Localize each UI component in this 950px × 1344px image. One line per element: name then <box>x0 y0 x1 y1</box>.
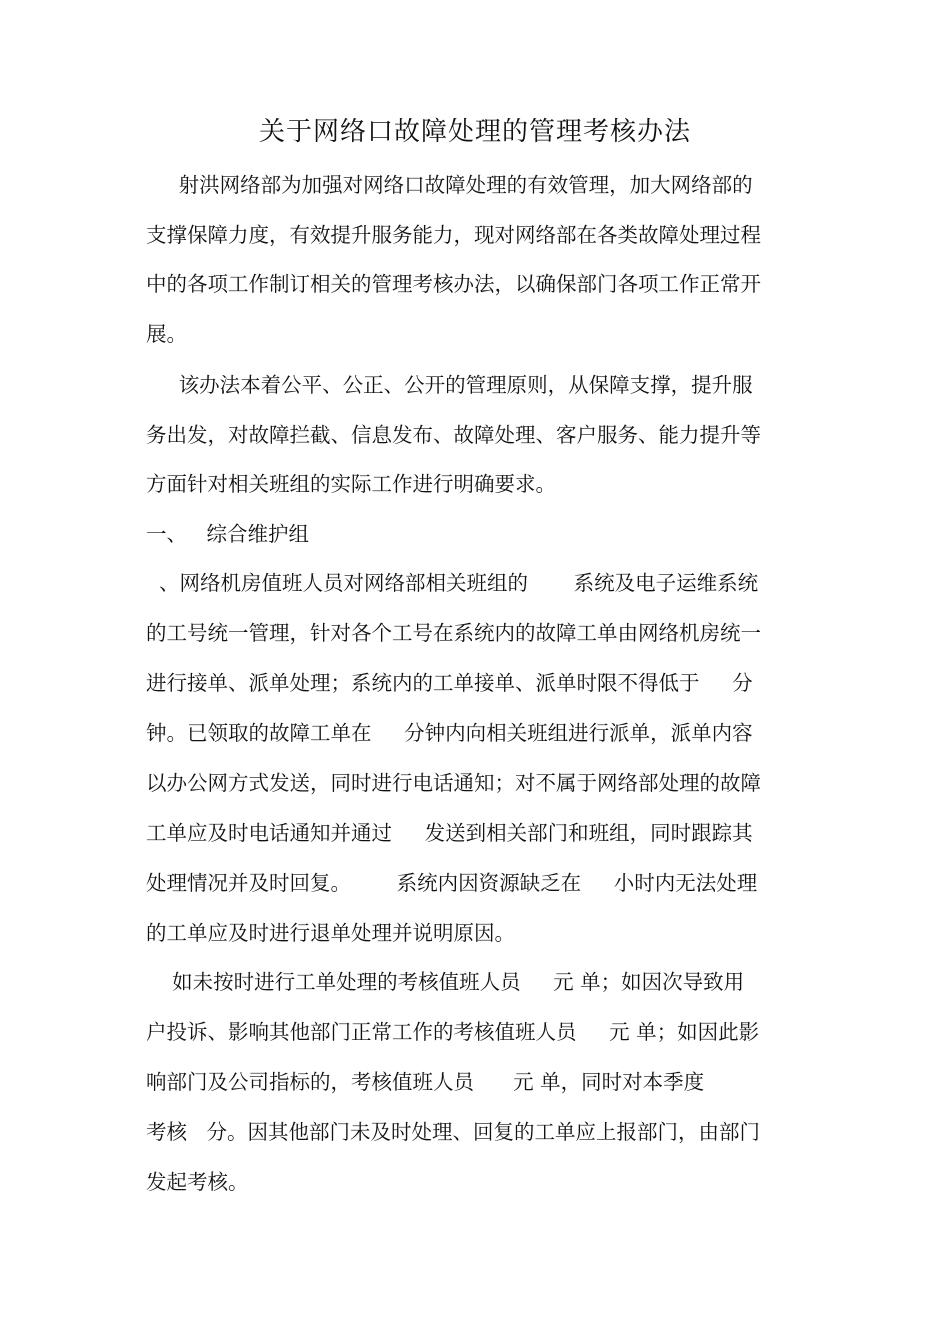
paragraph-line: 的工单应及时进行退单处理并说明原因。 <box>146 921 515 945</box>
paragraph-line: 发起考核。 <box>146 1170 249 1194</box>
paragraph-line: 以办公网方式发送，同时进行电话通知；对不属于网络部处理的故障 <box>146 771 761 795</box>
paragraph-line: 展。 <box>146 322 187 346</box>
paragraph-line: 中的各项工作制订相关的管理考核办法，以确保部门各项工作正常开 <box>146 272 761 296</box>
paragraph-line: 户投诉、影响其他部门正常工作的考核值班人员 元 单；如因此影 <box>146 1020 760 1044</box>
paragraph-line: 务出发，对故障拦截、信息发布、故障处理、客户服务、能力提升等 <box>146 423 761 447</box>
section-heading: 一、 综合维护组 <box>146 522 310 546</box>
paragraph-line: 、网络机房值班人员对网络部相关班组的 系统及电子运维系统 <box>146 571 759 595</box>
paragraph-line: 方面针对相关班组的实际工作进行明确要求。 <box>146 472 556 496</box>
paragraph-line: 的工号统一管理，针对各个工号在系统内的故障工单由网络机房统一 <box>146 621 761 645</box>
paragraph-line: 考核 分。因其他部门未及时处理、回复的工单应上报部门，由部门 <box>146 1120 761 1144</box>
paragraph-line: 射洪网络部为加强对网络口故障处理的有效管理，加大网络部的 <box>146 173 753 197</box>
paragraph-line: 工单应及时电话通知并通过 发送到相关部门和班组，同时跟踪其 <box>146 821 753 845</box>
document-title: 关于网络口故障处理的管理考核办法 <box>258 117 691 147</box>
paragraph-line: 处理情况并及时回复。 系统内因资源缺乏在 小时内无法处理 <box>146 871 758 895</box>
paragraph-line: 进行接单、派单处理；系统内的工单接单、派单时限不得低于 分 <box>146 671 753 695</box>
paragraph-line: 钟。已领取的故障工单在 分钟内向相关班组进行派单，派单内容 <box>146 721 753 745</box>
paragraph-line: 响部门及公司指标的，考核值班人员 元 单，同时对本季度 <box>146 1070 705 1094</box>
paragraph-line: 该办法本着公平、公正、公开的管理原则，从保障支撑，提升服 <box>146 373 753 397</box>
paragraph-line: 支撑保障力度，有效提升服务能力，现对网络部在各类故障处理过程 <box>146 223 761 247</box>
paragraph-line: 如未按时进行工单处理的考核值班人员 元 单；如因次导致用 <box>146 970 745 994</box>
